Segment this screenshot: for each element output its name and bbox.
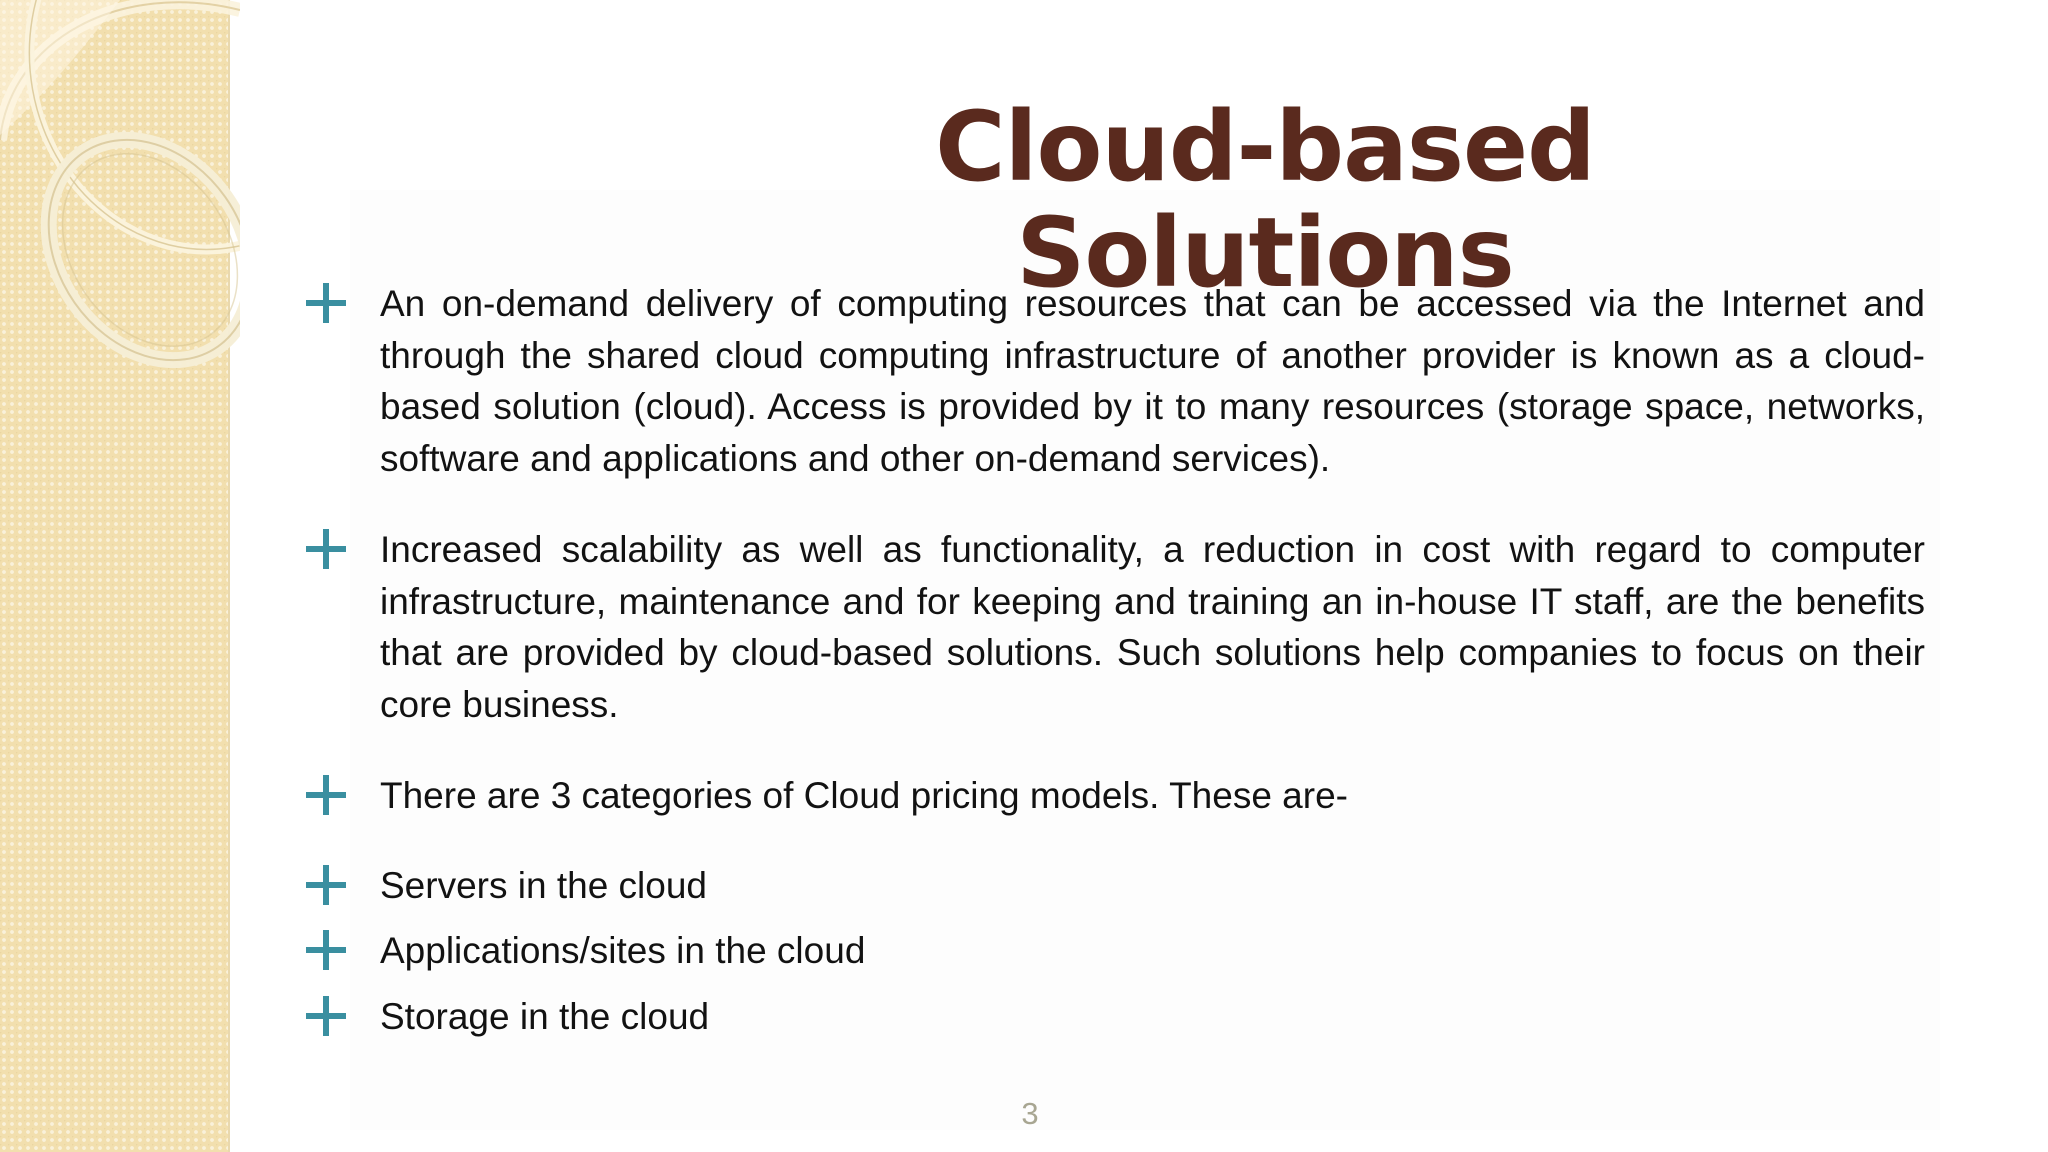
slide-title: Cloud-based Solutions: [935, 91, 1595, 309]
bullet-item: [300, 524, 1925, 730]
plus-icon: [306, 775, 346, 815]
plus-icon: [306, 865, 346, 905]
plus-icon: [306, 996, 346, 1036]
bullet-text: Increased scalability as well as functionality, a reduction in cost with regard to computer infrastructure, maintenance and for keeping and training an in-house IT staff, are the benefits that are provided by cloud-based solutions. Such solutions help companies to focus on their core business.: [380, 529, 1925, 725]
plus-icon: [306, 283, 346, 323]
bullet-text: Applications/sites in the cloud: [380, 930, 866, 971]
bullet-text: Storage in the cloud: [380, 995, 710, 1037]
bullet-item: [300, 925, 1925, 977]
bullet-text: Servers in the cloud: [380, 864, 708, 906]
bullet-text: An on-demand delivery of computing resources that can be accessed via the Internet and through the shared cloud computing infrastructure of another provider is known as a cloud-based solution (cloud). Access is provided by it to many resources (storage space, networks, software and applications and other on-demand services).: [380, 283, 1925, 479]
bullet-item: [300, 278, 1925, 484]
plus-icon: [306, 529, 346, 569]
plus-icon: [306, 930, 346, 970]
decorative-rings: [0, 0, 240, 420]
bullet-list: [300, 278, 1925, 1042]
bullet-text: There are 3 categories of Cloud pricing models. These are-: [380, 775, 1348, 816]
page-number: 3: [1021, 1096, 1039, 1131]
bullet-item: [300, 770, 1925, 822]
bullet-item: [300, 991, 1925, 1043]
bullet-item: [300, 860, 1925, 912]
